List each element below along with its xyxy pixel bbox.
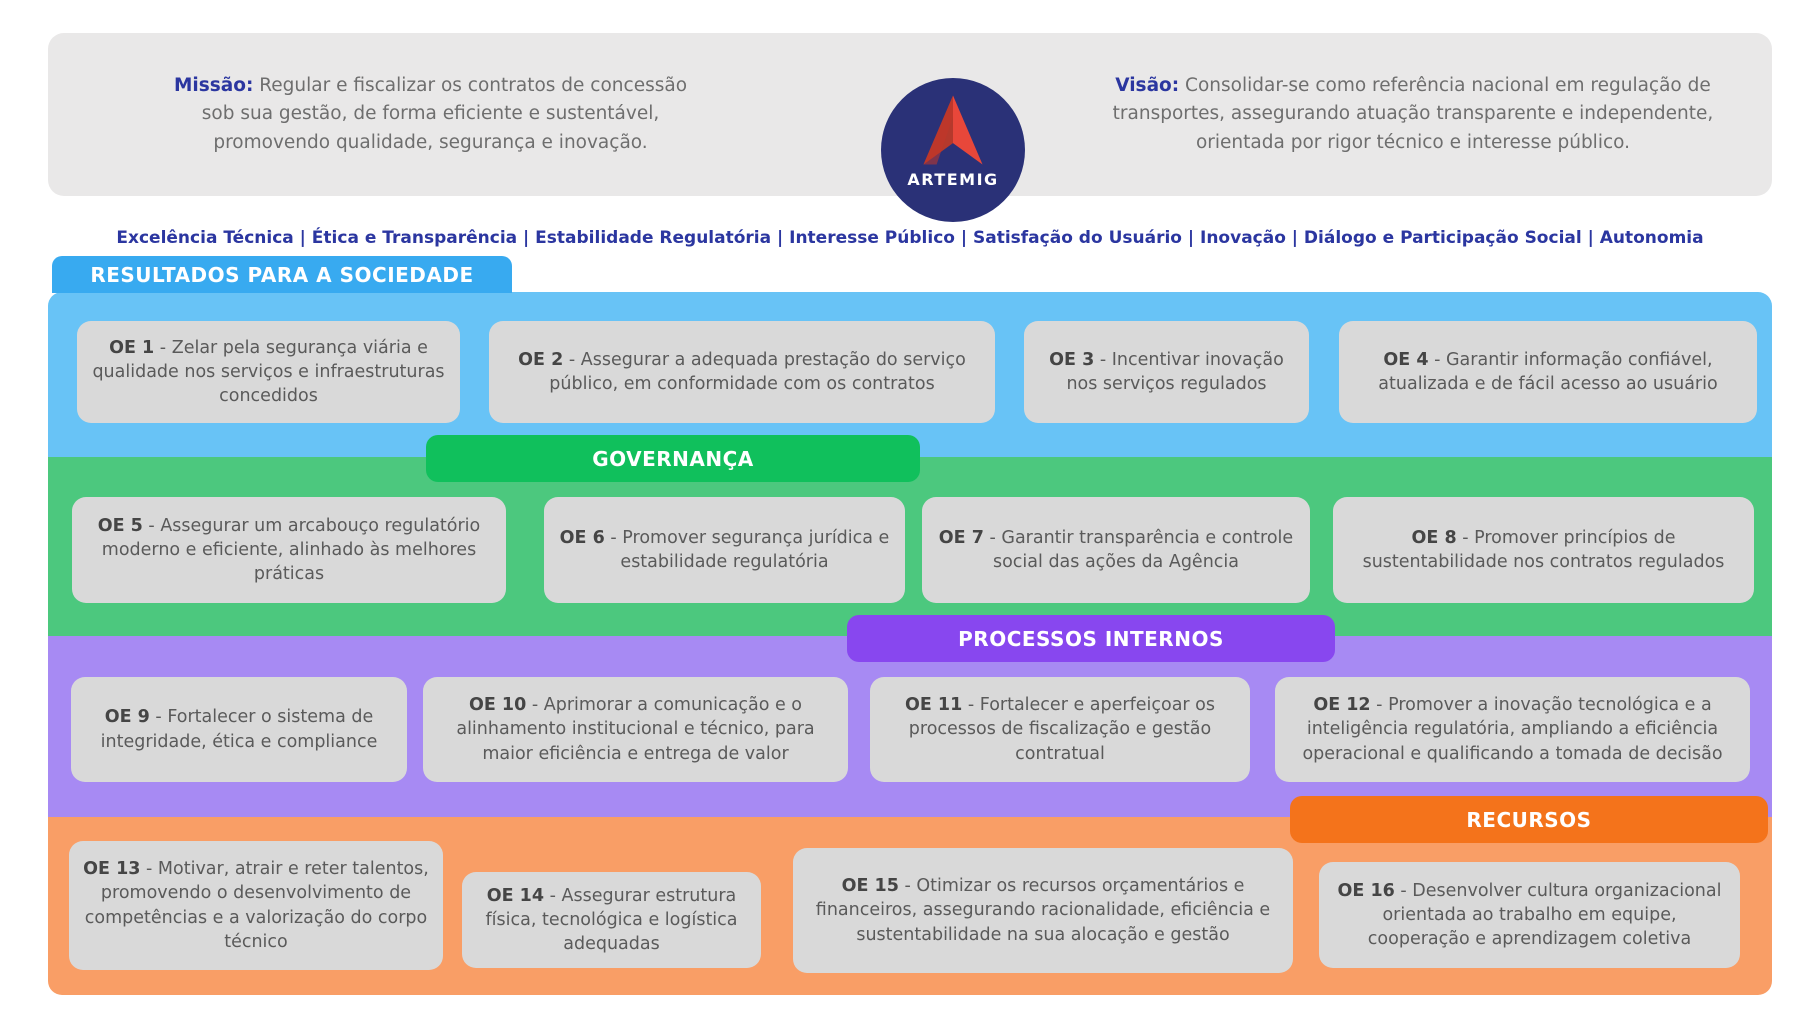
objective-code: OE 15 — [841, 876, 899, 897]
objective-text: Zelar pela segurança viária e qualidade nos serviços e infraestruturas concedidos — [92, 337, 445, 407]
objective-separator: - — [1376, 695, 1383, 716]
objective-oe1 — [77, 321, 460, 423]
triangle-logo-icon — [912, 92, 994, 168]
tab-governanca: GOVERNANÇA — [426, 435, 920, 482]
objective-code: OE 1 — [109, 337, 155, 358]
vision-text: Consolidar-se como referência nacional em regulação de transportes, assegurando atuação transparente e independente, orientada por rigor técnico e interesse público. — [1112, 74, 1714, 153]
tab-resultados-sociedade: RESULTADOS PARA A SOCIEDADE — [52, 256, 512, 293]
mission-vision-header — [48, 33, 1772, 196]
objective-oe16 — [1319, 862, 1740, 968]
objective-oe5 — [72, 497, 506, 603]
objective-separator: - — [1400, 880, 1407, 901]
objective-code: OE 4 — [1383, 349, 1429, 370]
objective-oe15 — [793, 848, 1293, 973]
objective-oe6 — [544, 497, 905, 603]
objective-code: OE 2 — [518, 349, 564, 370]
objective-code: OE 12 — [1313, 695, 1371, 716]
objective-oe12 — [1275, 677, 1750, 782]
objective-separator: - — [610, 527, 617, 548]
objective-oe10 — [423, 677, 848, 782]
objective-text: Garantir transparência e controle social das ações da Agência — [992, 527, 1294, 572]
objective-text: Assegurar a adequada prestação do serviço público, em conformidade com os contratos — [549, 349, 966, 394]
objective-separator: - — [148, 515, 155, 536]
objective-code: OE 5 — [97, 515, 143, 536]
objective-code: OE 14 — [486, 885, 545, 906]
objective-text: Otimizar os recursos orçamentários e financeiros, assegurando racionalidade, eficiência e sustentabilidade na sua alocação e gestão — [815, 876, 1271, 945]
objective-code: OE 11 — [904, 695, 963, 716]
tab-recursos: RECURSOS — [1290, 796, 1768, 843]
objective-code: OE 10 — [468, 695, 527, 716]
objective-separator: - — [531, 695, 539, 716]
objective-oe11 — [870, 677, 1250, 782]
objective-separator: - — [1462, 527, 1469, 548]
objective-oe4 — [1339, 321, 1757, 423]
objective-text: Promover a inovação tecnológica e a inteligência regulatória, ampliando a eficiência operacional e qualificando a tomada de decisão — [1302, 695, 1723, 764]
objective-code: OE 9 — [104, 707, 150, 728]
objective-oe13 — [69, 841, 443, 970]
objective-text: Aprimorar a comunicação e o alinhamento institucional e técnico, para maior eficiência e entrega de valor — [456, 695, 815, 764]
objective-separator: - — [159, 337, 167, 358]
objective-oe9 — [71, 677, 407, 782]
objective-separator: - — [155, 707, 162, 728]
objective-oe8 — [1333, 497, 1754, 603]
objective-text: Promover segurança jurídica e estabilidade regulatória — [620, 527, 890, 572]
objective-separator: - — [1434, 349, 1441, 370]
vision-label: Visão: — [1115, 74, 1180, 96]
objective-oe2 — [489, 321, 995, 423]
objective-text: Assegurar estrutura física, tecnológica e logística adequadas — [485, 885, 738, 955]
objective-oe3 — [1024, 321, 1309, 423]
objective-text: Fortalecer o sistema de integridade, ética e compliance — [100, 707, 378, 752]
institutional-values: Excelência Técnica | Ética e Transparência | Estabilidade Regulatória | Interesse Público | Satisfação do Usuário | Inovação | Diálogo e Participação Social | Autonomia — [116, 228, 1704, 248]
logo-wordmark: ARTEMIG — [907, 170, 999, 189]
objective-separator: - — [549, 885, 556, 906]
objective-code: OE 3 — [1049, 349, 1095, 370]
tab-processos-internos: PROCESSOS INTERNOS — [847, 615, 1335, 662]
mission-label: Missão: — [173, 74, 254, 96]
objective-code: OE 6 — [559, 527, 605, 548]
mission-text: Regular e fiscalizar os contratos de concessão sob sua gestão, de forma eficiente e sustentável, promovendo qualidade, segurança e inovação. — [201, 74, 688, 153]
objective-separator: - — [967, 695, 975, 716]
objective-code: OE 16 — [1337, 880, 1395, 901]
objective-oe14 — [462, 872, 761, 968]
objective-separator: - — [1099, 349, 1107, 370]
objective-code: OE 7 — [938, 527, 984, 548]
objective-text: Garantir informação confiável, atualizada e de fácil acesso ao usuário — [1378, 349, 1718, 394]
objective-separator: - — [568, 349, 576, 370]
mission-statement — [163, 71, 698, 157]
objective-text: Desenvolver cultura organizacional orientada ao trabalho em equipe, cooperação e aprendizagem coletiva — [1367, 880, 1722, 950]
artemig-logo — [881, 78, 1025, 222]
objective-text: Promover princípios de sustentabilidade nos contratos regulados — [1362, 527, 1725, 572]
objective-separator: - — [989, 527, 996, 548]
objective-separator: - — [904, 876, 911, 897]
objective-text: Assegurar um arcabouço regulatório moderno e eficiente, alinhado às melhores práticas — [101, 515, 481, 585]
vision-statement — [1083, 71, 1743, 157]
objective-text: Motivar, atrair e reter talentos, promovendo o desenvolvimento de competências e a valorização do corpo técnico — [84, 859, 429, 952]
objective-code: OE 8 — [1411, 527, 1457, 548]
objective-code: OE 13 — [83, 859, 141, 880]
objective-oe7 — [922, 497, 1310, 603]
objective-separator: - — [146, 859, 153, 880]
objective-text: Incentivar inovação nos serviços regulados — [1066, 349, 1284, 394]
objective-text: Fortalecer e aperfeiçoar os processos de fiscalização e gestão contratual — [908, 695, 1216, 764]
